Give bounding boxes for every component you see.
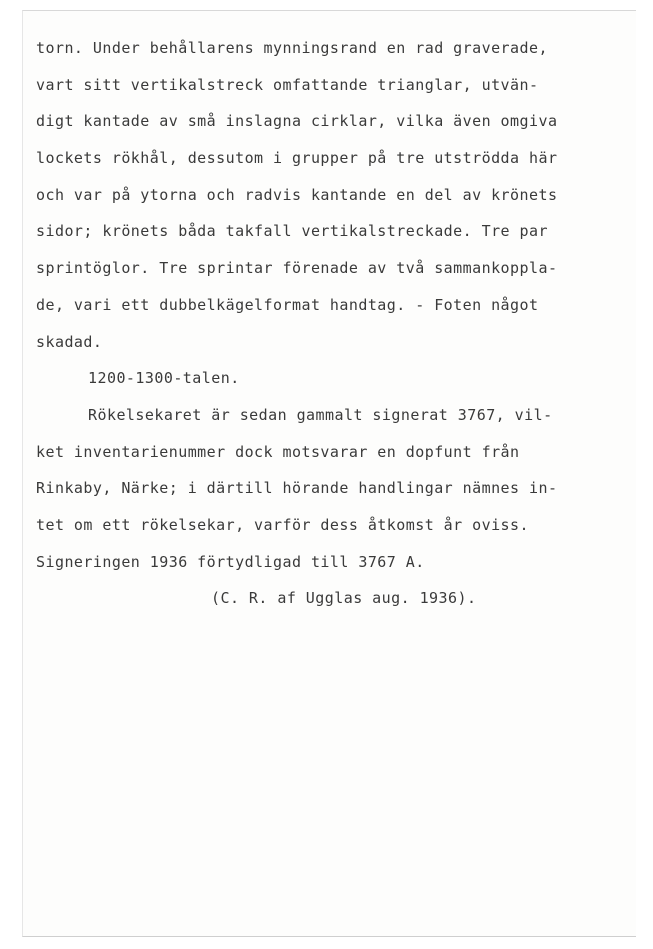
text-line: torn. Under behållarens mynningsrand en rad graverade,: [36, 39, 548, 57]
text-line: sidor; krönets båda takfall vertikalstreckade. Tre par: [36, 222, 548, 241]
date-line: 1200-1300-talen.: [88, 369, 240, 388]
text-line: vart sitt vertikalstreck omfattande trianglar, utvän-: [36, 75, 539, 94]
text-line: Signeringen 1936 förtydligad till 3767 A.: [36, 552, 425, 571]
text-line: lockets rökhål, dessutom i grupper på tre utströdda här: [36, 149, 558, 168]
author-credit: (C. R. af Ugglas aug. 1936).: [211, 589, 477, 608]
text-line: tet om ett rökelsekar, varför dess åtkomst år oviss.: [36, 515, 529, 534]
text-line: ket inventarienummer dock motsvarar en dopfunt från: [36, 442, 520, 461]
text-line: digt kantade av små inslagna cirklar, vilka även omgiva: [36, 112, 558, 131]
text-line: och var på ytorna och radvis kantande en del av krönets: [36, 185, 558, 204]
text-line: Rökelsekaret är sedan gammalt signerat 3767, vil-: [88, 405, 553, 424]
text-line: sprintöglor. Tre sprintar förenade av två sammankoppla-: [36, 259, 558, 278]
text-line: skadad.: [36, 332, 103, 351]
document-body: [36, 34, 557, 621]
text-line: de, vari ett dubbelkägelformat handtag. - Foten något: [36, 295, 539, 314]
text-line: Rinkaby, Närke; i därtill hörande handlingar nämnes in-: [36, 479, 558, 498]
